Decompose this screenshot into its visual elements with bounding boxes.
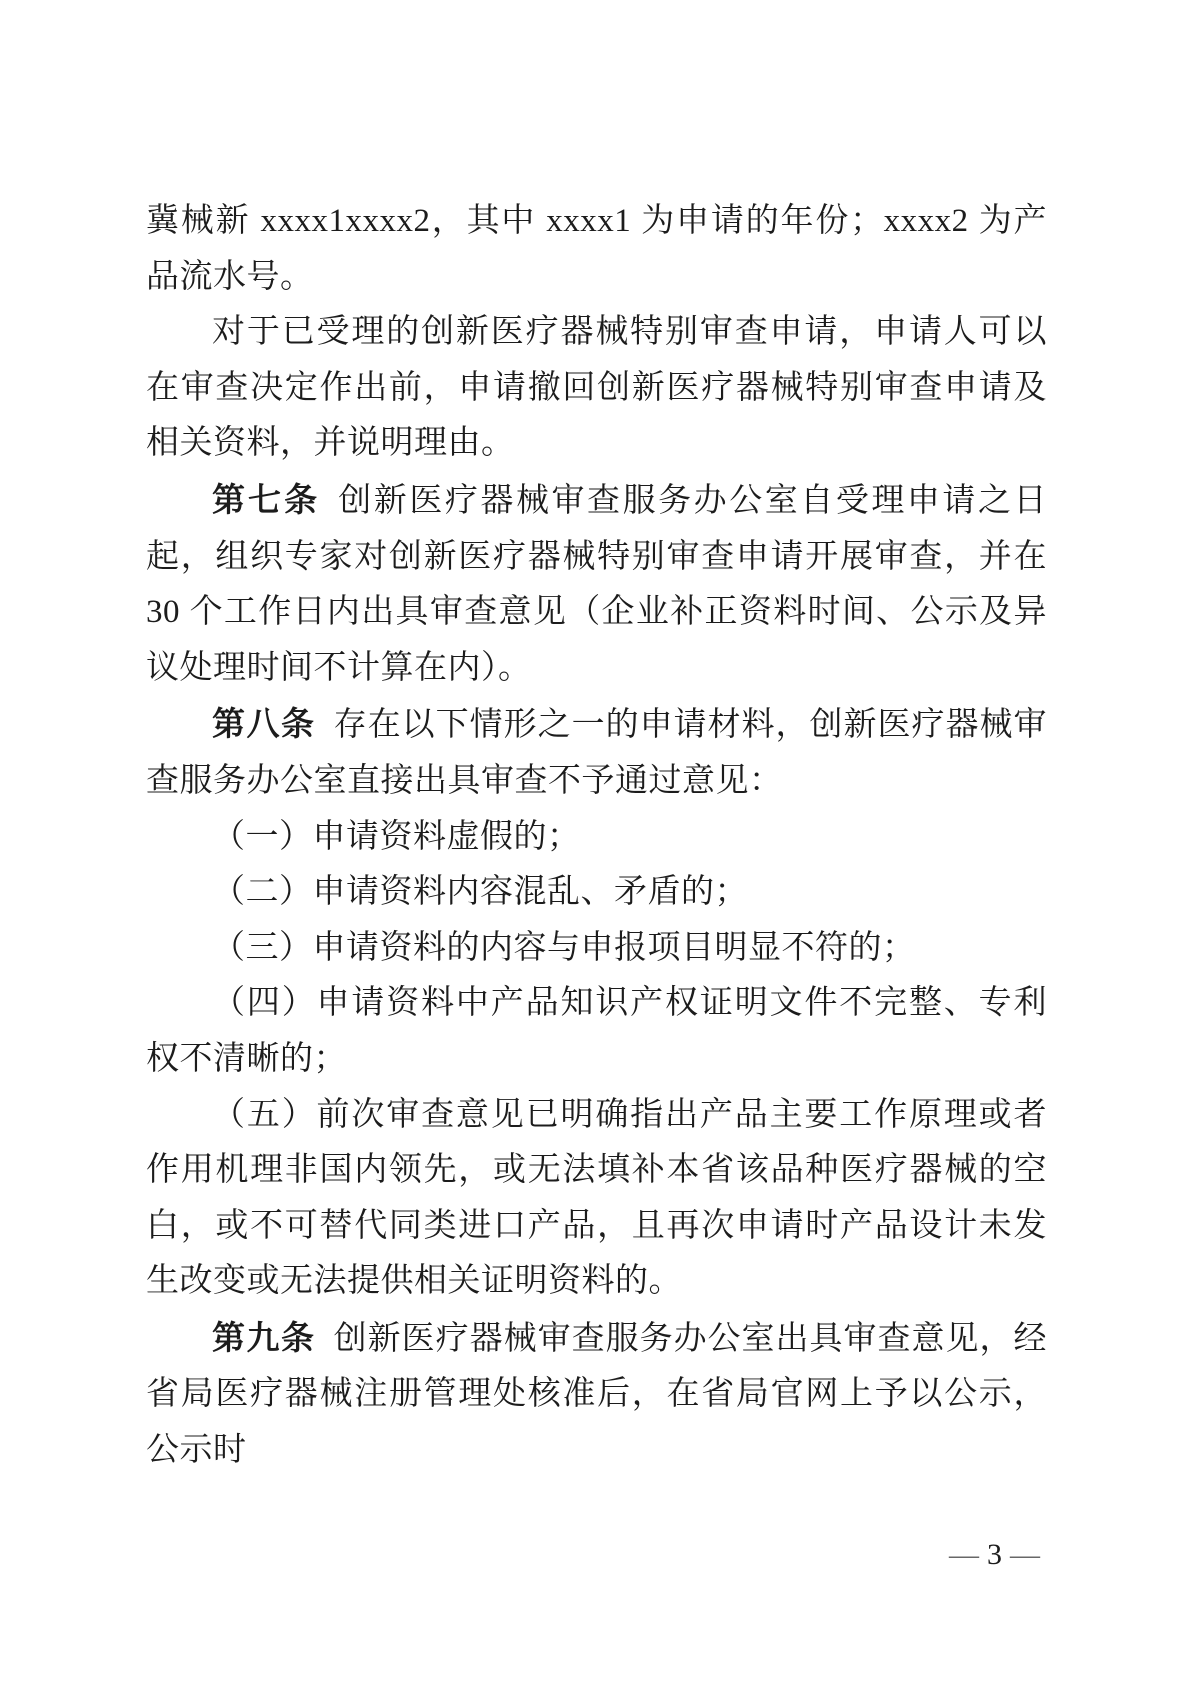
paragraph-item-5 bbox=[146, 1088, 1047, 1310]
article-8-lead: 第八条 bbox=[212, 705, 316, 743]
paragraph-serial-number-continuation bbox=[146, 194, 1047, 305]
paragraph-text: 对于已受理的创新医疗器械特别审查申请，申请人可以在审查决定作出前，申请撤回创新医疗器械特别审查申请及相关资料，并说明理由。 bbox=[146, 314, 1047, 462]
paragraph-text: （四）申请资料中产品知识产权证明文件不完整、专利权不清晰的； bbox=[146, 985, 1047, 1077]
paragraph-item-1 bbox=[146, 810, 1047, 866]
paragraph-item-2 bbox=[146, 865, 1047, 921]
paragraph-text: （三）申请资料的内容与申报项目明显不符的； bbox=[212, 929, 916, 966]
paragraph-article-9 bbox=[146, 1310, 1047, 1479]
page-number-left-dash: — bbox=[949, 1538, 979, 1571]
page-number-value: 3 bbox=[987, 1538, 1002, 1571]
paragraph-text: （五）前次审查意见已明确指出产品主要工作原理或者作用机理非国内领先，或无法填补本省该品种医疗器械的空白，或不可替代同类进口产品，且再次申请时产品设计未发生改变或无法提供相关证明资料的。 bbox=[146, 1096, 1047, 1300]
paragraph-text: 创新医疗器械审查服务办公室出具审查意见，经省局医疗器械注册管理处核准后，在省局官网上予以公示，公示时 bbox=[146, 1320, 1048, 1469]
page-number bbox=[941, 1538, 1048, 1572]
paragraph-article-8 bbox=[146, 696, 1047, 809]
paragraph-item-3 bbox=[146, 921, 1047, 977]
page-number-right-dash: — bbox=[1010, 1538, 1040, 1571]
paragraph-item-4 bbox=[146, 976, 1047, 1087]
paragraph-text: （一）申请资料虚假的； bbox=[212, 818, 581, 855]
paragraph-article-7 bbox=[146, 472, 1047, 696]
paragraph-text: （二）申请资料内容混乱、矛盾的； bbox=[212, 874, 748, 911]
paragraph-text: 存在以下情形之一的申请材料，创新医疗器械审查服务办公室直接出具审查不予通过意见： bbox=[146, 707, 1048, 799]
paragraph-text: 冀械新 xxxx1xxxx2，其中 xxxx1 为申请的年份；xxxx2 为产品流水号。 bbox=[146, 203, 1047, 295]
paragraph-withdrawal bbox=[146, 305, 1047, 472]
article-7-lead: 第七条 bbox=[212, 480, 321, 518]
document-body bbox=[146, 194, 1047, 1479]
article-9-lead: 第九条 bbox=[212, 1318, 316, 1356]
paragraph-text: 创新医疗器械审查服务办公室自受理申请之日起，组织专家对创新医疗器械特别审查申请开展审查，并在 30 个工作日内出具审查意见（企业补正资料时间、公示及异议处理时间不计算在内）。 bbox=[146, 482, 1048, 686]
